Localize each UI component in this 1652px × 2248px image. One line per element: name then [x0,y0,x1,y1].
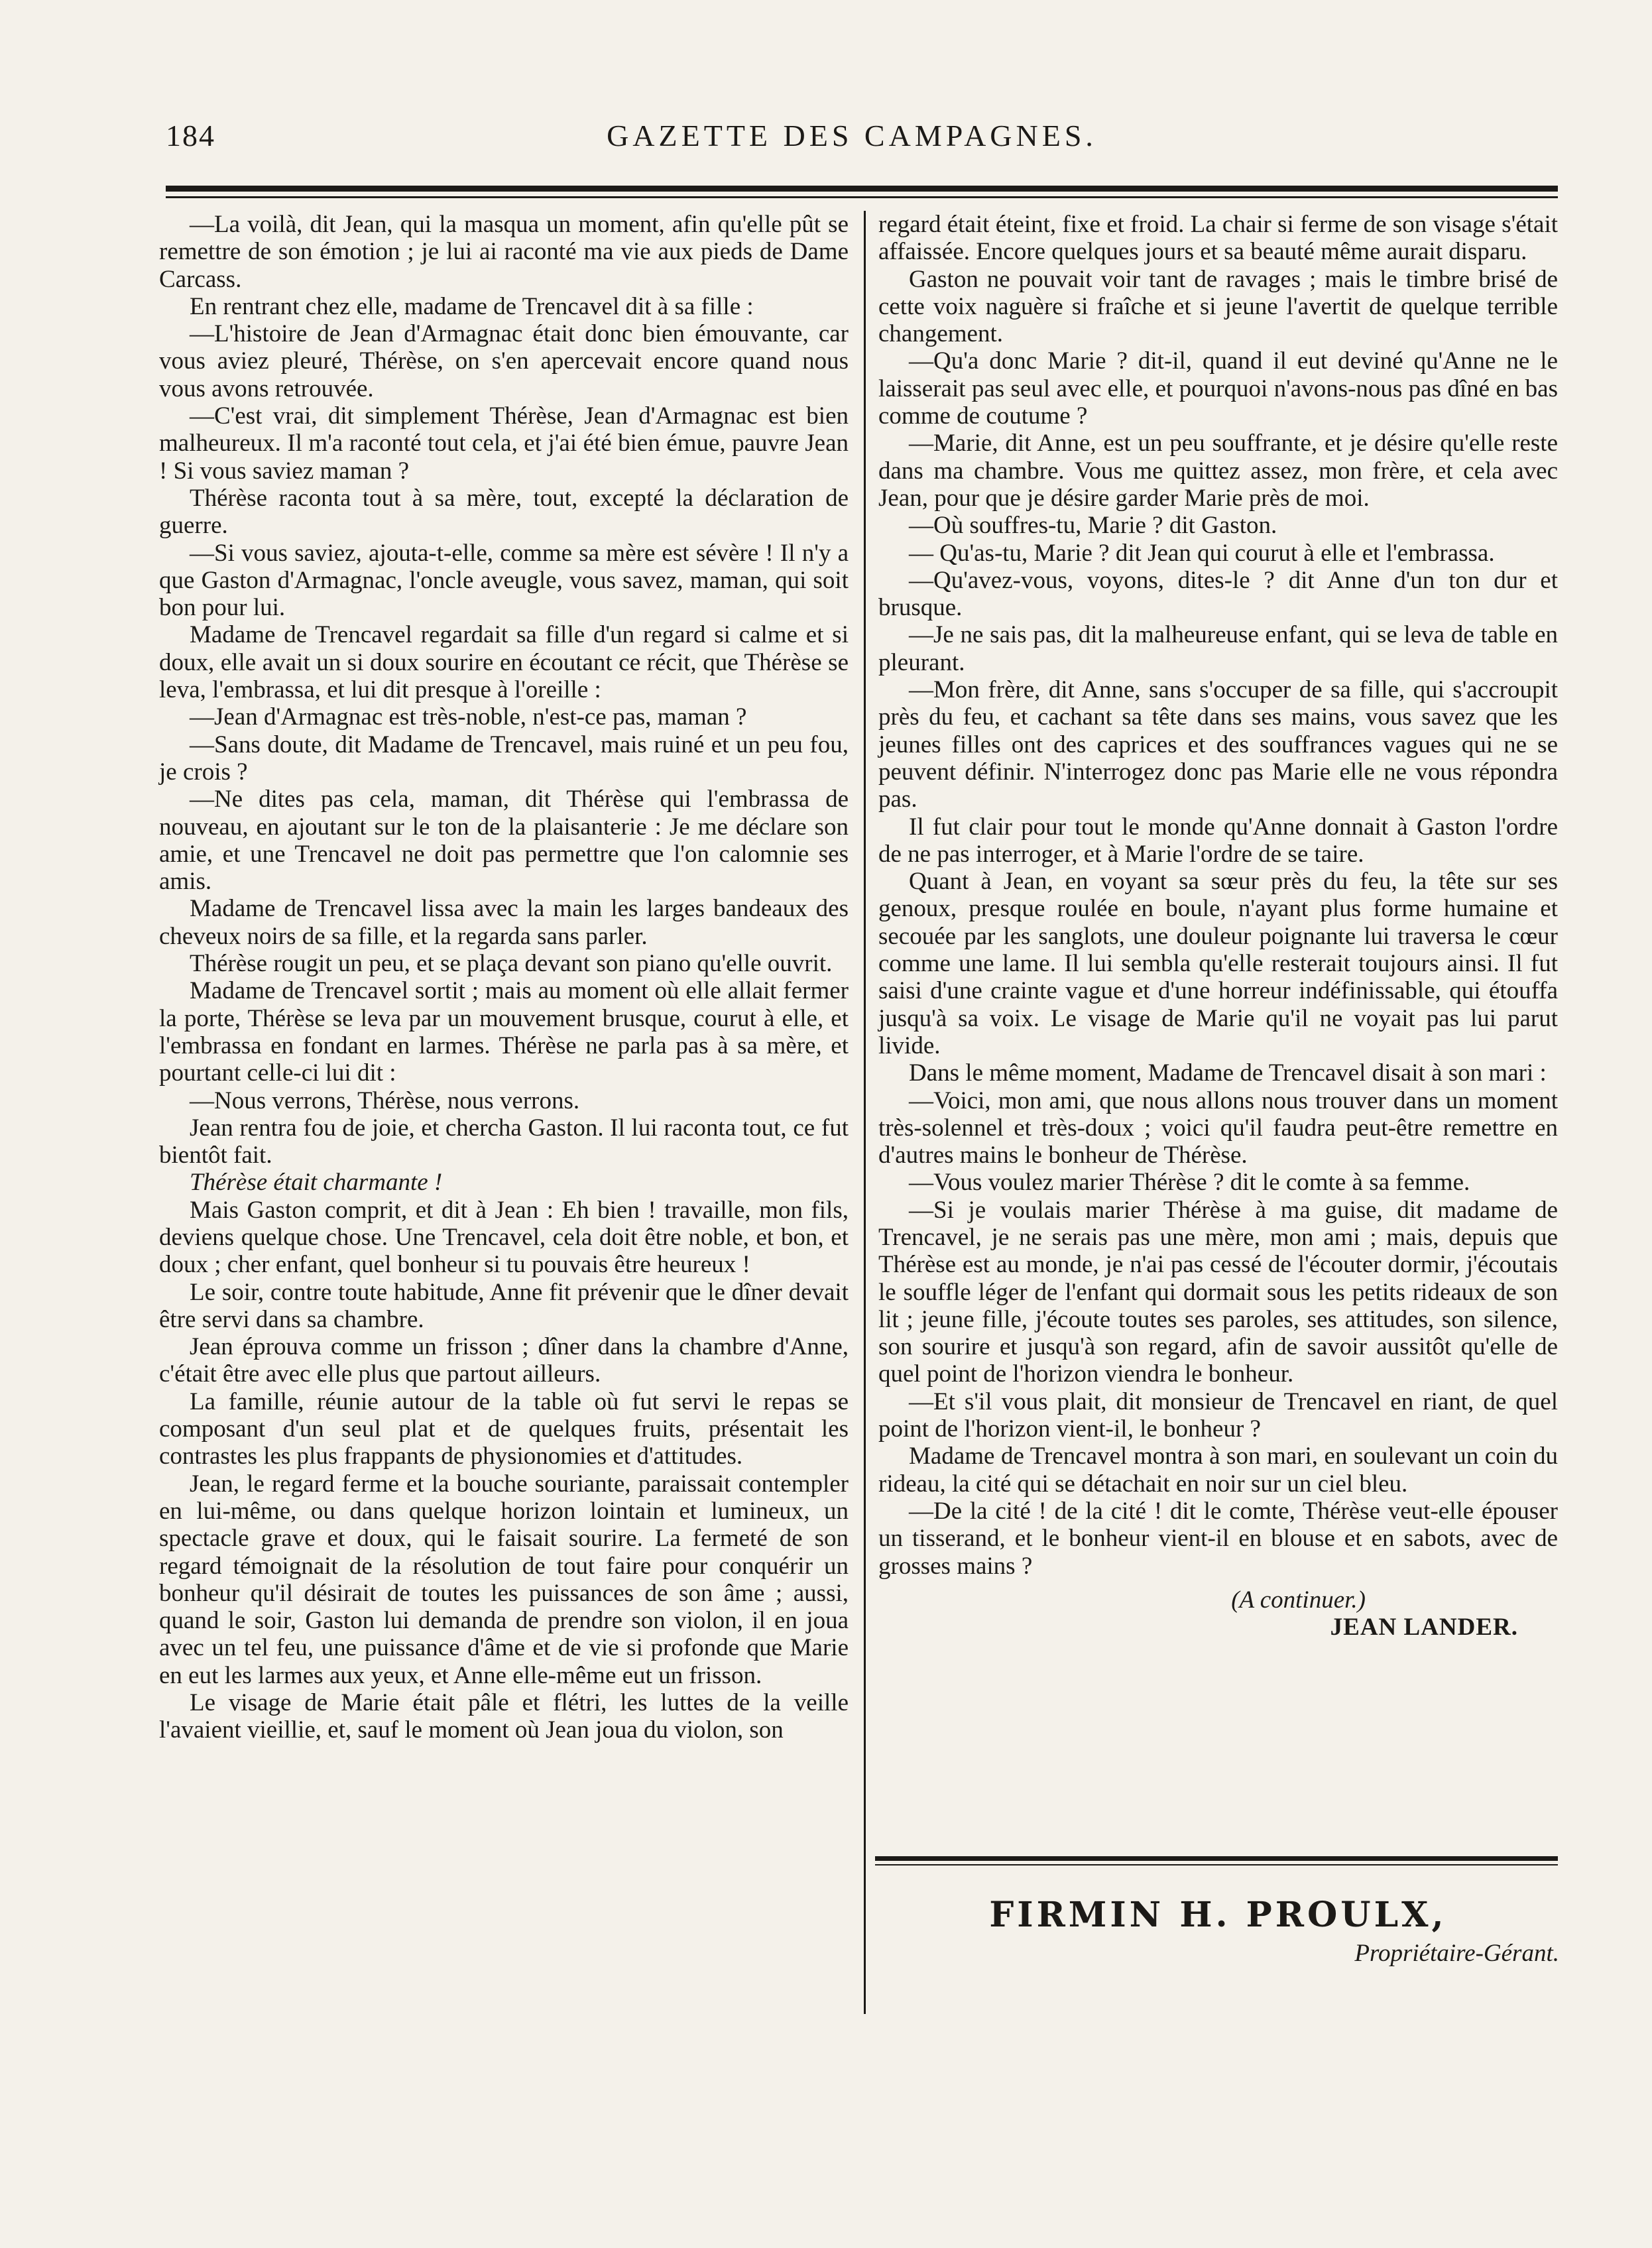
right-column [878,211,1558,1641]
paragraph: Le visage de Marie était pâle et flétri, les luttes de la veille l'avaient vieillie, et, sauf le moment où Jean joua du violon, son [159,1689,849,1744]
paragraph: Jean éprouva comme un frisson ; dîner dans la chambre d'Anne, c'était être avec elle plus que partout ailleurs. [159,1333,849,1388]
paragraph: Jean rentra fou de joie, et chercha Gaston. Il lui raconta tout, ce fut bientôt fait. [159,1114,849,1169]
paragraph: —Vous voulez marier Thérèse ? dit le comte à sa femme. [909,1169,1470,1197]
paragraph: —Ne dites pas cela, maman, dit Thérèse qui l'embrassa de nouveau, en ajoutant sur le ton de la plaisanterie : Je me déclare son amie, et une Trencavel ne doit pas permettre que l'on calomnie ses amis. [159,786,849,896]
paragraph: —Jean d'Armagnac est très-noble, n'est-ce pas, maman ? [190,703,747,731]
paragraph: Il fut clair pour tout le monde qu'Anne donnait à Gaston l'ordre de ne pas interroger, et à Marie l'ordre de se taire. [878,813,1558,868]
column-divider [864,211,866,2014]
paragraph: —C'est vrai, dit simplement Thérèse, Jean d'Armagnac est bien malheureux. Il m'a raconté tout cela, et j'ai été bien émue, pauvre Jean ! Si vous saviez maman ? [159,402,849,485]
paragraph: —Nous verrons, Thérèse, nous verrons. [190,1087,580,1114]
paragraph: Le soir, contre toute habitude, Anne fit prévenir que le dîner devait être servi dans sa chambre. [159,1278,849,1333]
paragraph: —Et s'il vous plait, dit monsieur de Trencavel en riant, de quel point de l'horizon vient-il, le bonheur ? [878,1388,1558,1443]
left-column [159,211,849,1744]
page-header [152,118,1551,171]
footer-rule [875,1856,1558,1861]
paragraph: Thérèse raconta tout à sa mère, tout, excepté la déclaration de guerre. [159,484,849,540]
paragraph: Thérèse rougit un peu, et se plaça devant son piano qu'elle ouvrit. [190,950,833,978]
paragraph: Quant à Jean, en voyant sa sœur près du feu, la tête sur ses genoux, presque roulée en boule, n'ayant plus forme humaine et secouée par les sanglots, une douleur poignante lui traversa le cœur comme une lame. Il lui sembla qu'elle resterait toujours ainsi. Il fut saisi d'une crainte vague et d'une horreur indéfinissable, qui étouffa jusqu'à sa voix. Le visage de Marie qu'il ne voyait pas lui parut livide. [878,868,1558,1059]
publisher-name: FIRMIN H. PROULX, [989,1895,1447,1935]
paragraph: —Si je voulais marier Thérèse à ma guise, dit madame de Trencavel, je ne serais pas une mère, mon ami ; mais, depuis que Thérèse est au monde, je n'ai pas cessé de l'écouter dormir, j'écoutais le souffle léger de l'enfant qui dormait sous les petits rideaux de son lit ; jeune fille, j'écoute toutes ses paroles, ses attitudes, son silence, son sourire et jusqu'à son regard, afin de savoir aussitôt qu'elle de quel point de l'horizon viendra le bonheur. [878,1196,1558,1388]
paragraph: —Si vous saviez, ajouta-t-elle, comme sa mère est sévère ! Il n'y a que Gaston d'Armagnac, l'oncle aveugle, vous savez, maman, qui soit bon pour lui. [159,539,849,622]
publisher-role: Propriétaire-Gérant. [1354,1940,1559,1967]
paragraph: —L'histoire de Jean d'Armagnac était donc bien émouvante, car vous aviez pleuré, Thérèse, on s'en apercevait encore quand nous vous avons retrouvée. [159,320,849,402]
paragraph: Thérèse était charmante ! [190,1169,443,1197]
paragraph: —Où souffres-tu, Marie ? dit Gaston. [909,512,1277,540]
paragraph: — Qu'as-tu, Marie ? dit Jean qui courut à elle et l'embrassa. [909,539,1495,567]
paragraph: —Voici, mon ami, que nous allons nous trouver dans un moment très-solennel et très-doux ; voici qu'il faudra peut-être remettre en d'autres mains le bonheur de Thérèse. [878,1087,1558,1169]
paragraph: Madame de Trencavel regardait sa fille d'un regard si calme et si doux, elle avait un si doux sourire en écoutant ce récit, que Thérèse se leva, l'embrassa, et lui dit presque à l'oreille : [159,621,849,704]
paragraph: Madame de Trencavel sortit ; mais au moment où elle allait fermer la porte, Thérèse se leva par un mouvement brusque, courut à elle, et l'embrassa en fondant en larmes. Thérèse ne parla pas à sa mère, et pourtant celle-ci lui dit : [159,977,849,1087]
paragraph: —Je ne sais pas, dit la malheureuse enfant, qui se leva de table en pleurant. [878,621,1558,676]
page-title: GAZETTE DES CAMPAGNES. [607,119,1097,152]
page-number: 184 [166,119,215,152]
header-rule [166,186,1558,192]
paragraph: Jean, le regard ferme et la bouche souriante, paraissait contempler en lui-même, ou dans quelque horizon lointain et lumineux, un spectacle grave et doux, qui le faisait sourire. La fermeté de son regard témoignait de la résolution de tout faire pour conquérir un bonheur qu'il désirait de toutes les puissances de son âme ; aussi, quand le soir, Gaston lui demanda de prendre son violon, il en joua avec un tel feu, une puissance d'âme et de vie si profonde que Marie en eut les larmes aux yeux, et Anne elle-même eut un frisson. [159,1470,849,1689]
paragraph: —La voilà, dit Jean, qui la masqua un moment, afin qu'elle pût se remettre de son émotion ; je lui ai raconté ma vie aux pieds de Dame Carcass. [159,211,849,293]
continuation-note: (A continuer.) [1231,1586,1366,1614]
header-rule-thin [166,196,1558,198]
paragraph: —Sans doute, dit Madame de Trencavel, mais ruiné et un peu fou, je crois ? [159,731,849,786]
paragraph: regard était éteint, fixe et froid. La chair si ferme de son visage s'était affaissée. Encore quelques jours et sa beauté même aurait disparu. [878,211,1558,266]
paragraph: Madame de Trencavel montra à son mari, en soulevant un coin du rideau, la cité qui se détachait en noir sur un ciel bleu. [878,1443,1558,1498]
paragraph: —Marie, dit Anne, est un peu souffrante, et je désire qu'elle reste dans ma chambre. Vous me quittez assez, mon frère, et cela avec Jean, pour que je désire garder Marie près de moi. [878,430,1558,512]
paragraph: Mais Gaston comprit, et dit à Jean : Eh bien ! travaille, mon fils, deviens quelque chose. Une Trencavel, cela doit être noble, et bon, et doux ; cher enfant, quel bonheur si tu pouvais être heureux ! [159,1196,849,1279]
paragraph: La famille, réunie autour de la table où fut servi le repas se composant d'un seul plat et de quelques fruits, présentait les contrastes les plus frappants de physionomies et d'attitudes. [159,1388,849,1470]
paragraph: Gaston ne pouvait voir tant de ravages ; mais le timbre brisé de cette voix naguère si fraîche et si jeune l'avertit de quelque terrible changement. [878,265,1558,348]
author-signature: JEAN LANDER. [1330,1614,1518,1641]
paragraph: En rentrant chez elle, madame de Trencavel dit à sa fille : [190,292,754,320]
paragraph: Dans le même moment, Madame de Trencavel disait à son mari : [909,1059,1547,1087]
paragraph: —Mon frère, dit Anne, sans s'occuper de sa fille, qui s'accroupit près du feu, et cachant sa tête dans ses mains, vous savez que les jeunes filles ont des caprices et des souffrances vagues qui ne se peuvent définir. N'interrogez donc pas Marie elle ne vous répondra pas. [878,676,1558,813]
paragraph: —De la cité ! de la cité ! dit le comte, Thérèse veut-elle épouser un tisserand, et le bonheur vient-il en blouse et en sabots, avec de grosses mains ? [878,1497,1558,1580]
footer-rule-thin [875,1864,1558,1865]
paragraph: —Qu'avez-vous, voyons, dites-le ? dit Anne d'un ton dur et brusque. [878,566,1558,622]
paragraph: Madame de Trencavel lissa avec la main les larges bandeaux des cheveux noirs de sa fille, et la regarda sans parler. [159,895,849,950]
paragraph: —Qu'a donc Marie ? dit-il, quand il eut deviné qu'Anne ne le laisserait pas seul avec elle, et pourquoi n'avons-nous pas dîné en bas comme de coutume ? [878,347,1558,430]
